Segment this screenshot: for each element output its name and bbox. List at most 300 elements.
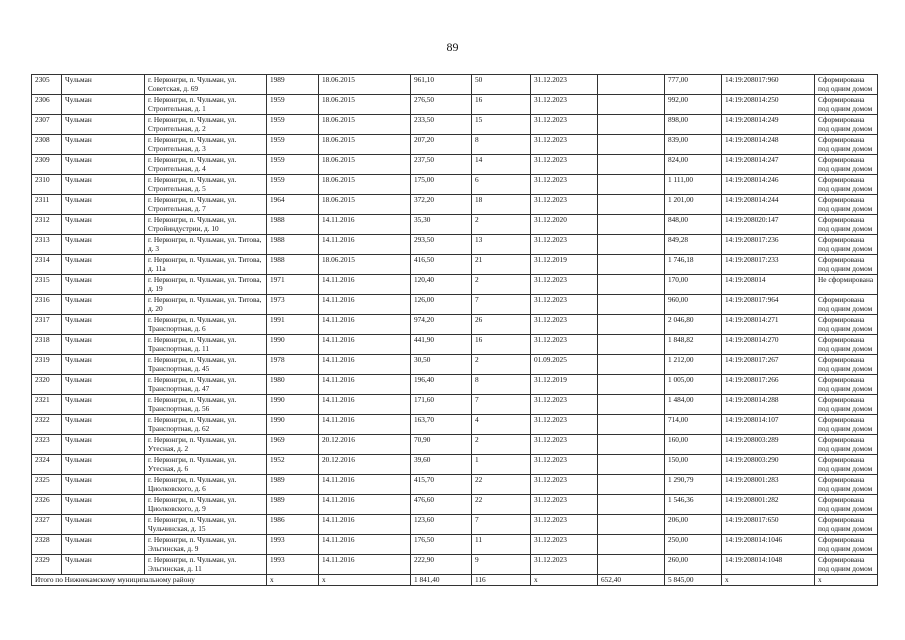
year-built-cell: 1952 [267,455,319,475]
deadline-cell: 31.12.2023 [531,155,598,175]
land-status-cell: Сформирована под одним домом [815,215,878,235]
residents-cell: 2 [472,355,531,375]
table-row [32,515,878,535]
area-cell: 123,60 [411,515,472,535]
locality-cell: Чульман [62,515,145,535]
land-status-cell: Сформирована под одним домом [815,375,878,395]
residents-cell: 16 [472,335,531,355]
row-number-cell: 2307 [32,115,62,135]
cadastral-number-cell: 14:19:208014:244 [722,195,815,215]
year-built-cell: 1978 [267,355,319,375]
land-status-cell: Сформирована под одним домом [815,75,878,95]
cost-cell: 898,00 [665,115,722,135]
year-built-cell: 1991 [267,315,319,335]
cost-cell: 1 212,00 [665,355,722,375]
deadline-cell: 31.12.2023 [531,435,598,455]
extra-area-cell [598,415,665,435]
residents-cell: 22 [472,475,531,495]
locality-cell: Чульман [62,415,145,435]
address-cell: г. Нерюнгри, п. Чульман, ул. Строительная, д. 1 [145,95,267,115]
year-built-cell: 1959 [267,155,319,175]
total-cad-cell: x [722,575,815,586]
deadline-cell: 31.12.2019 [531,375,598,395]
table-row [32,215,878,235]
residents-cell: 16 [472,95,531,115]
row-number-cell: 2316 [32,295,62,315]
land-status-cell: Сформирована под одним домом [815,555,878,575]
locality-cell: Чульман [62,335,145,355]
land-status-cell: Сформирована под одним домом [815,135,878,155]
deadline-cell: 31.12.2023 [531,535,598,555]
table-row [32,155,878,175]
extra-area-cell [598,255,665,275]
deadline-cell: 31.12.2023 [531,555,598,575]
address-cell: г. Нерюнгри, п. Чульман, ул. Титова, д. 20 [145,295,267,315]
locality-cell: Чульман [62,95,145,115]
extra-area-cell [598,515,665,535]
area-cell: 207,20 [411,135,472,155]
deadline-cell: 31.12.2023 [531,395,598,415]
cadastral-number-cell: 14:19:208003:289 [722,435,815,455]
housing-registry-table [31,74,878,586]
residents-cell: 6 [472,175,531,195]
land-status-cell: Сформирована под одним домом [815,395,878,415]
residents-cell: 7 [472,515,531,535]
cost-cell: 170,00 [665,275,722,295]
year-built-cell: 1988 [267,235,319,255]
land-status-cell: Сформирована под одним домом [815,355,878,375]
cost-cell: 2 046,80 [665,315,722,335]
registry-body [32,75,878,586]
total-area-cell: 1 841,40 [411,575,472,586]
year-built-cell: 1993 [267,555,319,575]
inclusion-date-cell: 18.06.2015 [319,115,411,135]
residents-cell: 18 [472,195,531,215]
inclusion-date-cell: 14.11.2016 [319,495,411,515]
address-cell: г. Нерюнгри, п. Чульман, ул. Транспортная, д. 56 [145,395,267,415]
address-cell: г. Нерюнгри, п. Чульман, ул. Строительная, д. 5 [145,175,267,195]
year-built-cell: 1990 [267,395,319,415]
row-number-cell: 2317 [32,315,62,335]
cost-cell: 1 005,00 [665,375,722,395]
extra-area-cell [598,495,665,515]
land-status-cell: Не сформирована [815,275,878,295]
cadastral-number-cell: 14:19:208003:290 [722,455,815,475]
extra-area-cell [598,215,665,235]
deadline-cell: 31.12.2023 [531,95,598,115]
extra-area-cell [598,75,665,95]
year-built-cell: 1959 [267,95,319,115]
year-built-cell: 1959 [267,135,319,155]
locality-cell: Чульман [62,535,145,555]
inclusion-date-cell: 14.11.2016 [319,335,411,355]
cadastral-number-cell: 14:19:208020:147 [722,215,815,235]
locality-cell: Чульман [62,255,145,275]
locality-cell: Чульман [62,235,145,255]
residents-cell: 7 [472,395,531,415]
cost-cell: 824,00 [665,155,722,175]
land-status-cell: Сформирована под одним домом [815,315,878,335]
cadastral-number-cell: 14:19:208017:266 [722,375,815,395]
inclusion-date-cell: 18.06.2015 [319,175,411,195]
land-status-cell: Сформирована под одним домом [815,335,878,355]
cadastral-number-cell: 14:19:208014:288 [722,395,815,415]
deadline-cell: 31.12.2023 [531,175,598,195]
land-status-cell: Сформирована под одним домом [815,475,878,495]
cadastral-number-cell: 14:19:208017:960 [722,75,815,95]
extra-area-cell [598,375,665,395]
cost-cell: 1 290,79 [665,475,722,495]
area-cell: 416,50 [411,255,472,275]
address-cell: г. Нерюнгри, п. Чульман, ул. Циолковского, д. 6 [145,475,267,495]
residents-cell: 1 [472,455,531,475]
locality-cell: Чульман [62,155,145,175]
extra-area-cell [598,115,665,135]
area-cell: 39,60 [411,455,472,475]
area-cell: 176,50 [411,535,472,555]
year-built-cell: 1989 [267,475,319,495]
table-row [32,415,878,435]
land-status-cell: Сформирована под одним домом [815,255,878,275]
table-row [32,375,878,395]
year-built-cell: 1988 [267,215,319,235]
cost-cell: 206,00 [665,515,722,535]
row-number-cell: 2322 [32,415,62,435]
cost-cell: 1 848,82 [665,335,722,355]
year-built-cell: 1959 [267,115,319,135]
total-c9-cell: 652,40 [598,575,665,586]
address-cell: г. Нерюнгри, п. Чульман, ул. Транспортная, д. 6 [145,315,267,335]
land-status-cell: Сформирована под одним домом [815,195,878,215]
cadastral-number-cell: 14:19:208014:107 [722,415,815,435]
deadline-cell: 31.12.2023 [531,515,598,535]
cadastral-number-cell: 14:19:208001:282 [722,495,815,515]
address-cell: г. Нерюнгри, п. Чульман, ул. Транспортная, д. 62 [145,415,267,435]
inclusion-date-cell: 14.11.2016 [319,515,411,535]
address-cell: г. Нерюнгри, п. Чульман, ул. Стройиндустрии, д. 10 [145,215,267,235]
row-number-cell: 2327 [32,515,62,535]
table-row [32,455,878,475]
land-status-cell: Сформирована под одним домом [815,295,878,315]
deadline-cell: 31.12.2023 [531,115,598,135]
table-row [32,315,878,335]
table-row [32,115,878,135]
extra-area-cell [598,475,665,495]
year-built-cell: 1980 [267,375,319,395]
inclusion-date-cell: 18.06.2015 [319,255,411,275]
table-row [32,175,878,195]
address-cell: г. Нерюнгри, п. Чульман, ул. Титова, д. 11а [145,255,267,275]
locality-cell: Чульман [62,475,145,495]
year-built-cell: 1989 [267,495,319,515]
residents-cell: 14 [472,155,531,175]
land-status-cell: Сформирована под одним домом [815,435,878,455]
table-row [32,95,878,115]
cadastral-number-cell: 14:19:208001:283 [722,475,815,495]
area-cell: 961,10 [411,75,472,95]
address-cell: г. Нерюнгри, п. Чульман, ул. Титова, д. 3 [145,235,267,255]
residents-cell: 8 [472,375,531,395]
inclusion-date-cell: 14.11.2016 [319,375,411,395]
deadline-cell: 31.12.2023 [531,235,598,255]
residents-cell: 15 [472,115,531,135]
area-cell: 163,70 [411,415,472,435]
inclusion-date-cell: 18.06.2015 [319,135,411,155]
year-built-cell: 1964 [267,195,319,215]
table-row [32,475,878,495]
extra-area-cell [598,335,665,355]
inclusion-date-cell: 14.11.2016 [319,395,411,415]
land-status-cell: Сформирована под одним домом [815,115,878,135]
cost-cell: 1 546,36 [665,495,722,515]
total-status-cell: x [815,575,878,586]
residents-cell: 26 [472,315,531,335]
row-number-cell: 2323 [32,435,62,455]
row-number-cell: 2320 [32,375,62,395]
locality-cell: Чульман [62,295,145,315]
area-cell: 35,30 [411,215,472,235]
row-number-cell: 2315 [32,275,62,295]
address-cell: г. Нерюнгри, п. Чульман, ул. Чульчинская, д. 15 [145,515,267,535]
locality-cell: Чульман [62,215,145,235]
area-cell: 276,50 [411,95,472,115]
area-cell: 70,90 [411,435,472,455]
residents-cell: 8 [472,135,531,155]
row-number-cell: 2313 [32,235,62,255]
address-cell: г. Нерюнгри, п. Чульман, ул. Утесная, д. 2 [145,435,267,455]
locality-cell: Чульман [62,115,145,135]
cadastral-number-cell: 14:19:208014:1048 [722,555,815,575]
table-row [32,75,878,95]
address-cell: г. Нерюнгри, п. Чульман, ул. Эльгинская, д. 9 [145,535,267,555]
cost-cell: 250,00 [665,535,722,555]
row-number-cell: 2318 [32,335,62,355]
cadastral-number-cell: 14:19:208014:248 [722,135,815,155]
area-cell: 120,40 [411,275,472,295]
year-built-cell: 1986 [267,515,319,535]
inclusion-date-cell: 18.06.2015 [319,95,411,115]
extra-area-cell [598,295,665,315]
deadline-cell: 31.12.2023 [531,475,598,495]
cadastral-number-cell: 14:19:208017:267 [722,355,815,375]
row-number-cell: 2314 [32,255,62,275]
extra-area-cell [598,135,665,155]
total-label: Итого по Нижнекамскому муниципальному району [32,575,267,586]
cost-cell: 839,00 [665,135,722,155]
total-deadline-cell: x [531,575,598,586]
locality-cell: Чульман [62,175,145,195]
cadastral-number-cell: 14:19:208017:964 [722,295,815,315]
year-built-cell: 1989 [267,75,319,95]
table-row [32,335,878,355]
residents-cell: 9 [472,555,531,575]
row-number-cell: 2306 [32,95,62,115]
table-row [32,195,878,215]
row-number-cell: 2329 [32,555,62,575]
table-row [32,395,878,415]
locality-cell: Чульман [62,315,145,335]
address-cell: г. Нерюнгри, п. Чульман, ул. Транспортная, д. 45 [145,355,267,375]
extra-area-cell [598,275,665,295]
deadline-cell: 31.12.2023 [531,195,598,215]
area-cell: 30,50 [411,355,472,375]
cost-cell: 1 111,00 [665,175,722,195]
row-number-cell: 2312 [32,215,62,235]
extra-area-cell [598,195,665,215]
area-cell: 415,70 [411,475,472,495]
deadline-cell: 31.12.2020 [531,215,598,235]
deadline-cell: 31.12.2023 [531,135,598,155]
locality-cell: Чульман [62,555,145,575]
area-cell: 441,90 [411,335,472,355]
locality-cell: Чульман [62,395,145,415]
table-row [32,235,878,255]
residents-cell: 2 [472,435,531,455]
land-status-cell: Сформирована под одним домом [815,95,878,115]
year-built-cell: 1993 [267,535,319,555]
table-row [32,295,878,315]
inclusion-date-cell: 14.11.2016 [319,475,411,495]
row-number-cell: 2308 [32,135,62,155]
residents-cell: 11 [472,535,531,555]
table-row [32,135,878,155]
residents-cell: 7 [472,295,531,315]
area-cell: 233,50 [411,115,472,135]
address-cell: г. Нерюнгри, п. Чульман, ул. Строительная, д. 7 [145,195,267,215]
cadastral-number-cell: 14:19:208014:271 [722,315,815,335]
cost-cell: 1 746,18 [665,255,722,275]
row-number-cell: 2319 [32,355,62,375]
inclusion-date-cell: 14.11.2016 [319,215,411,235]
row-number-cell: 2325 [32,475,62,495]
residents-cell: 13 [472,235,531,255]
locality-cell: Чульман [62,195,145,215]
inclusion-date-cell: 14.11.2016 [319,235,411,255]
row-number-cell: 2305 [32,75,62,95]
cadastral-number-cell: 14:19:208014:1046 [722,535,815,555]
land-status-cell: Сформирована под одним домом [815,235,878,255]
cost-cell: 777,00 [665,75,722,95]
address-cell: г. Нерюнгри, п. Чульман, ул. Строительная, д. 3 [145,135,267,155]
row-number-cell: 2326 [32,495,62,515]
row-number-cell: 2324 [32,455,62,475]
year-built-cell: 1973 [267,295,319,315]
extra-area-cell [598,435,665,455]
cost-cell: 960,00 [665,295,722,315]
deadline-cell: 31.12.2023 [531,415,598,435]
total-date-cell: x [319,575,411,586]
cost-cell: 160,00 [665,435,722,455]
extra-area-cell [598,155,665,175]
page-number: 89 [446,40,459,54]
area-cell: 237,50 [411,155,472,175]
row-number-cell: 2309 [32,155,62,175]
deadline-cell: 31.12.2023 [531,495,598,515]
locality-cell: Чульман [62,355,145,375]
cost-cell: 150,00 [665,455,722,475]
locality-cell: Чульман [62,455,145,475]
extra-area-cell [598,235,665,255]
deadline-cell: 31.12.2023 [531,455,598,475]
area-cell: 196,40 [411,375,472,395]
cadastral-number-cell: 14:19:208014:250 [722,95,815,115]
cadastral-number-cell: 14:19:208017:650 [722,515,815,535]
table-row [32,255,878,275]
inclusion-date-cell: 14.11.2016 [319,275,411,295]
address-cell: г. Нерюнгри, п. Чульман, ул. Титова, д. 19 [145,275,267,295]
area-cell: 372,20 [411,195,472,215]
extra-area-cell [598,535,665,555]
row-number-cell: 2310 [32,175,62,195]
deadline-cell: 01.09.2025 [531,355,598,375]
residents-cell: 21 [472,255,531,275]
inclusion-date-cell: 14.11.2016 [319,535,411,555]
inclusion-date-cell: 14.11.2016 [319,315,411,335]
inclusion-date-cell: 18.06.2015 [319,75,411,95]
row-number-cell: 2321 [32,395,62,415]
extra-area-cell [598,455,665,475]
inclusion-date-cell: 20.12.2016 [319,455,411,475]
inclusion-date-cell: 14.11.2016 [319,355,411,375]
inclusion-date-cell: 18.06.2015 [319,155,411,175]
table-row [32,435,878,455]
table-row [32,555,878,575]
deadline-cell: 31.12.2023 [531,335,598,355]
cadastral-number-cell: 14:19:208014:247 [722,155,815,175]
address-cell: г. Нерюнгри, п. Чульман, ул. Циолковского, д. 9 [145,495,267,515]
area-cell: 293,50 [411,235,472,255]
total-res-cell: 116 [472,575,531,586]
row-number-cell: 2328 [32,535,62,555]
cost-cell: 849,28 [665,235,722,255]
year-built-cell: 1969 [267,435,319,455]
address-cell: г. Нерюнгри, п. Чульман, ул. Советская, д. 69 [145,75,267,95]
locality-cell: Чульман [62,135,145,155]
locality-cell: Чульман [62,375,145,395]
extra-area-cell [598,95,665,115]
total-year-cell: x [267,575,319,586]
residents-cell: 2 [472,215,531,235]
deadline-cell: 31.12.2023 [531,75,598,95]
deadline-cell: 31.12.2023 [531,295,598,315]
locality-cell: Чульман [62,435,145,455]
inclusion-date-cell: 18.06.2015 [319,195,411,215]
total-row [32,575,878,586]
land-status-cell: Сформирована под одним домом [815,535,878,555]
address-cell: г. Нерюнгри, п. Чульман, ул. Строительная, д. 4 [145,155,267,175]
residents-cell: 2 [472,275,531,295]
year-built-cell: 1959 [267,175,319,195]
residents-cell: 22 [472,495,531,515]
cadastral-number-cell: 14:19:208017:233 [722,255,815,275]
table-row [32,275,878,295]
table-row [32,495,878,515]
cost-cell: 1 484,00 [665,395,722,415]
year-built-cell: 1971 [267,275,319,295]
deadline-cell: 31.12.2023 [531,315,598,335]
inclusion-date-cell: 20.12.2016 [319,435,411,455]
extra-area-cell [598,175,665,195]
cadastral-number-cell: 14:19:208014:249 [722,115,815,135]
cadastral-number-cell: 14:19:208014:270 [722,335,815,355]
table-row [32,355,878,375]
area-cell: 476,60 [411,495,472,515]
land-status-cell: Сформирована под одним домом [815,515,878,535]
extra-area-cell [598,395,665,415]
deadline-cell: 31.12.2019 [531,255,598,275]
row-number-cell: 2311 [32,195,62,215]
cost-cell: 1 201,00 [665,195,722,215]
